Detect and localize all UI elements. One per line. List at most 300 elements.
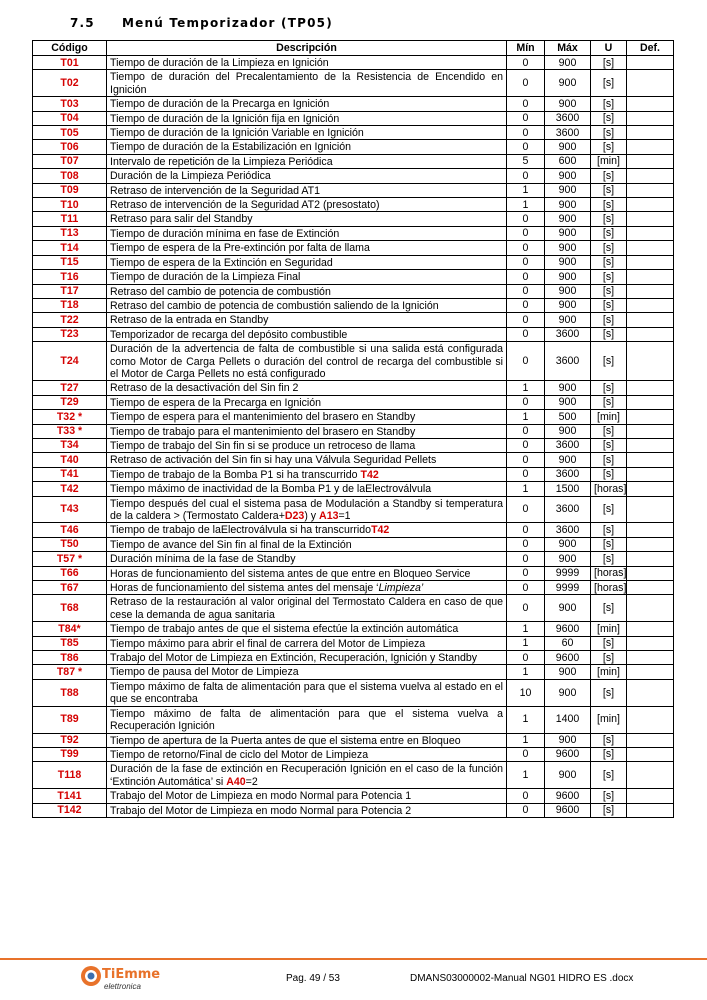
row-default <box>627 762 674 789</box>
parameter-ref: A40 <box>226 775 246 788</box>
document-name: DMANS03000002-Manual NG01 HIDRO ES .docx <box>410 973 634 984</box>
table-row <box>33 313 674 327</box>
row-max: 900 <box>545 381 591 395</box>
row-max: 3600 <box>545 327 591 341</box>
row-description <box>107 747 507 761</box>
row-unit: [s] <box>591 298 627 312</box>
table-row <box>33 284 674 298</box>
row-max: 9600 <box>545 747 591 761</box>
table-row <box>33 665 674 679</box>
row-default <box>627 410 674 424</box>
row-code: T88 <box>33 679 107 706</box>
row-max: 900 <box>545 97 591 111</box>
row-code: T67 <box>33 581 107 595</box>
row-code: T23 <box>33 327 107 341</box>
table-row <box>33 97 674 111</box>
row-unit: [s] <box>591 183 627 197</box>
row-default <box>627 97 674 111</box>
description-text: Retraso de intervención de la Seguridad AT1 <box>110 184 321 197</box>
row-max: 900 <box>545 424 591 438</box>
header-min: Mín <box>507 41 545 56</box>
row-code: T05 <box>33 126 107 140</box>
row-code: T40 <box>33 453 107 467</box>
description-text: Tiempo de duración de la Limpieza en Ignición <box>110 57 329 69</box>
row-default <box>627 126 674 140</box>
row-description <box>107 111 507 125</box>
row-default <box>627 537 674 551</box>
row-min: 0 <box>507 438 545 452</box>
row-default <box>627 679 674 706</box>
row-unit: [s] <box>591 169 627 183</box>
row-max: 900 <box>545 56 591 70</box>
description-text: Tiempo de duración de la Estabilización en Ignición <box>110 141 352 154</box>
table-row <box>33 566 674 580</box>
description-text: Horas de funcionamiento del sistema antes de que entre en Bloqueo Service <box>110 567 471 580</box>
row-default <box>627 56 674 70</box>
row-unit: [s] <box>591 747 627 761</box>
table-body <box>33 56 674 818</box>
row-default <box>627 140 674 154</box>
row-unit: [s] <box>591 651 627 665</box>
table-row <box>33 327 674 341</box>
row-default <box>627 226 674 240</box>
row-min: 0 <box>507 226 545 240</box>
description-text: Tiempo de duración de la Ignición fija en Ignición <box>110 112 340 125</box>
table-row <box>33 523 674 537</box>
row-default <box>627 270 674 284</box>
row-description <box>107 226 507 240</box>
row-unit: [s] <box>591 523 627 537</box>
header-description: Descripción <box>107 41 507 56</box>
description-text: Retraso de la entrada en Standby <box>110 314 269 327</box>
row-min: 0 <box>507 313 545 327</box>
row-code: T68 <box>33 595 107 622</box>
description-text: Duración de la fase de extinción en Recuperación Ignición en el caso de la función ‘Extinción Automática’ si <box>110 763 503 788</box>
row-unit: [s] <box>591 438 627 452</box>
row-unit: [horas] <box>591 566 627 580</box>
row-unit: [s] <box>591 467 627 481</box>
table-row <box>33 438 674 452</box>
table-row <box>33 255 674 269</box>
row-max: 500 <box>545 410 591 424</box>
description-text: Trabajo del Motor de Limpieza en modo Normal para Potencia 2 <box>110 804 412 817</box>
row-min: 0 <box>507 581 545 595</box>
row-description <box>107 482 507 496</box>
row-description <box>107 622 507 636</box>
row-max: 900 <box>545 679 591 706</box>
row-description <box>107 198 507 212</box>
table-row <box>33 270 674 284</box>
row-default <box>627 651 674 665</box>
row-default <box>627 733 674 747</box>
row-min: 0 <box>507 126 545 140</box>
description-text: Tiempo máximo para abrir el final de carrera del Motor de Limpieza <box>110 637 426 650</box>
row-description <box>107 241 507 255</box>
row-code: T86 <box>33 651 107 665</box>
row-default <box>627 111 674 125</box>
row-description <box>107 56 507 70</box>
row-unit: [s] <box>591 313 627 327</box>
row-min: 1 <box>507 762 545 789</box>
row-code: T43 <box>33 496 107 523</box>
description-text: Tiempo de duración mínima en fase de Extinción <box>110 227 340 240</box>
table-row <box>33 298 674 312</box>
row-description <box>107 537 507 551</box>
row-code: T08 <box>33 169 107 183</box>
row-default <box>627 636 674 650</box>
row-description <box>107 595 507 622</box>
description-text: Tiempo de espera de la Precarga en Ignición <box>110 396 322 409</box>
row-unit: [s] <box>591 140 627 154</box>
table-row <box>33 56 674 70</box>
row-code: T99 <box>33 747 107 761</box>
logo-mark-icon <box>80 965 102 987</box>
row-default <box>627 482 674 496</box>
row-max: 900 <box>545 595 591 622</box>
row-unit: [s] <box>591 255 627 269</box>
row-min: 0 <box>507 140 545 154</box>
row-min: 0 <box>507 284 545 298</box>
row-min: 0 <box>507 651 545 665</box>
row-max: 9600 <box>545 803 591 817</box>
row-default <box>627 453 674 467</box>
row-description <box>107 183 507 197</box>
row-max: 900 <box>545 255 591 269</box>
row-unit: [min] <box>591 622 627 636</box>
row-code: T141 <box>33 789 107 803</box>
table-row <box>33 581 674 595</box>
header-default: Def. <box>627 41 674 56</box>
section-title: Menú Temporizador (TP05) <box>122 16 333 30</box>
table-row <box>33 395 674 409</box>
row-unit: [s] <box>591 496 627 523</box>
row-code: T15 <box>33 255 107 269</box>
row-code: T118 <box>33 762 107 789</box>
description-text: Horas de funcionamiento del sistema antes del mensaje ‘ <box>110 582 379 595</box>
row-default <box>627 747 674 761</box>
description-text: Intervalo de repetición de la Limpieza Periódica <box>110 155 333 168</box>
row-min: 1 <box>507 706 545 733</box>
header-max: Máx <box>545 41 591 56</box>
row-default <box>627 595 674 622</box>
row-min: 0 <box>507 97 545 111</box>
row-default <box>627 552 674 566</box>
row-unit: [min] <box>591 706 627 733</box>
table-row <box>33 154 674 168</box>
row-default <box>627 789 674 803</box>
row-max: 9999 <box>545 566 591 580</box>
description-text: Tiempo de trabajo del Sin fin si se produce un retroceso de llama <box>110 439 416 452</box>
row-unit: [s] <box>591 198 627 212</box>
row-code: T29 <box>33 395 107 409</box>
description-text: Tiempo de duración de la Ignición Variable en Ignición <box>110 127 364 140</box>
row-code: T22 <box>33 313 107 327</box>
description-text: Temporizador de recarga del depósito combustible <box>110 328 348 341</box>
row-code: T09 <box>33 183 107 197</box>
timer-table <box>32 40 674 818</box>
table-row <box>33 381 674 395</box>
row-default <box>627 467 674 481</box>
row-max: 900 <box>545 70 591 97</box>
description-text: Tiempo de trabajo antes de que el sistema efectúe la extinción automática <box>110 623 459 636</box>
row-unit: [s] <box>591 679 627 706</box>
row-default <box>627 523 674 537</box>
row-default <box>627 665 674 679</box>
row-max: 3600 <box>545 126 591 140</box>
row-unit: [s] <box>591 270 627 284</box>
row-code: T07 <box>33 154 107 168</box>
table-row <box>33 198 674 212</box>
page-number: Pag. 49 / 53 <box>286 973 340 984</box>
row-description <box>107 733 507 747</box>
table-row <box>33 126 674 140</box>
row-code: T32 * <box>33 410 107 424</box>
table-row <box>33 679 674 706</box>
parameter-ref: D23 <box>284 510 305 522</box>
row-unit: [s] <box>591 284 627 298</box>
row-min: 0 <box>507 424 545 438</box>
table-row <box>33 651 674 665</box>
row-code: T14 <box>33 241 107 255</box>
table-row <box>33 241 674 255</box>
row-max: 900 <box>545 169 591 183</box>
row-max: 900 <box>545 226 591 240</box>
row-description <box>107 140 507 154</box>
row-code: T57 * <box>33 552 107 566</box>
description-text: Tiempo de retorno/Final de ciclo del Motor de Limpieza <box>110 748 369 761</box>
description-text: Trabajo del Motor de Limpieza en Extinción, Recuperación, Ignición y Standby <box>110 652 478 665</box>
row-min: 0 <box>507 523 545 537</box>
row-description <box>107 762 507 789</box>
header-unit: U <box>591 41 627 56</box>
row-code: T42 <box>33 482 107 496</box>
row-unit: [min] <box>591 665 627 679</box>
table-row <box>33 789 674 803</box>
row-min: 0 <box>507 255 545 269</box>
row-unit: [s] <box>591 636 627 650</box>
row-default <box>627 70 674 97</box>
row-unit: [s] <box>591 789 627 803</box>
section-heading <box>70 16 333 30</box>
row-description <box>107 438 507 452</box>
row-default <box>627 298 674 312</box>
row-description <box>107 169 507 183</box>
row-min: 0 <box>507 789 545 803</box>
row-max: 1500 <box>545 482 591 496</box>
table-row <box>33 212 674 226</box>
row-code: T18 <box>33 298 107 312</box>
row-min: 0 <box>507 70 545 97</box>
row-description <box>107 665 507 679</box>
row-unit: [s] <box>591 762 627 789</box>
row-description <box>107 126 507 140</box>
row-max: 3600 <box>545 438 591 452</box>
row-description <box>107 803 507 817</box>
row-min: 0 <box>507 566 545 580</box>
row-code: T03 <box>33 97 107 111</box>
table-header-row <box>33 41 674 56</box>
description-text: =2 <box>245 775 258 788</box>
description-text: Tiempo de espera de la Extinción en Seguridad <box>110 256 333 269</box>
row-default <box>627 154 674 168</box>
row-default <box>627 212 674 226</box>
row-code: T89 <box>33 706 107 733</box>
row-description <box>107 270 507 284</box>
row-unit: [s] <box>591 424 627 438</box>
row-default <box>627 438 674 452</box>
row-code: T87 * <box>33 665 107 679</box>
row-unit: [s] <box>591 56 627 70</box>
row-code: T33 * <box>33 424 107 438</box>
row-unit: [s] <box>591 226 627 240</box>
row-description <box>107 789 507 803</box>
table-row <box>33 140 674 154</box>
row-min: 0 <box>507 169 545 183</box>
row-min: 0 <box>507 241 545 255</box>
row-min: 1 <box>507 665 545 679</box>
description-text: Tiempo de duración de la Precarga en Ignición <box>110 98 330 111</box>
company-logo <box>80 964 180 994</box>
row-min: 1 <box>507 733 545 747</box>
row-max: 900 <box>545 212 591 226</box>
row-max: 900 <box>545 241 591 255</box>
row-code: T92 <box>33 733 107 747</box>
row-description <box>107 424 507 438</box>
table-row <box>33 733 674 747</box>
row-max: 3600 <box>545 523 591 537</box>
row-min: 0 <box>507 747 545 761</box>
row-code: T34 <box>33 438 107 452</box>
row-min: 0 <box>507 595 545 622</box>
description-text: Retraso de intervención de la Seguridad AT2 (presostato) <box>110 199 380 212</box>
row-max: 900 <box>545 395 591 409</box>
row-default <box>627 313 674 327</box>
parameter-ref: A13 <box>319 510 339 522</box>
row-default <box>627 395 674 409</box>
description-text: Trabajo del Motor de Limpieza en modo Normal para Potencia 1 <box>110 790 412 803</box>
row-code: T06 <box>33 140 107 154</box>
row-min: 0 <box>507 537 545 551</box>
row-code: T01 <box>33 56 107 70</box>
section-number: 7.5 <box>70 16 95 30</box>
description-text: Retraso para salir del Standby <box>110 213 253 226</box>
description-text: Tiempo máximo de falta de alimentación para que el sistema vuelva al estado en el que se encontraba <box>110 680 503 706</box>
row-unit: [s] <box>591 327 627 341</box>
row-min: 1 <box>507 410 545 424</box>
row-default <box>627 342 674 381</box>
row-description <box>107 496 507 523</box>
row-code: T16 <box>33 270 107 284</box>
row-max: 3600 <box>545 496 591 523</box>
row-min: 0 <box>507 270 545 284</box>
description-text: Tiempo de apertura de la Puerta antes de que el sistema entre en Bloqueo <box>110 734 461 747</box>
row-description <box>107 212 507 226</box>
description-text: Retraso de la desactivación del Sin fin 2 <box>110 382 299 395</box>
row-min: 1 <box>507 198 545 212</box>
description-text: Retraso del cambio de potencia de combustión saliendo de la Ignición <box>110 299 439 312</box>
description-text: Tiempo después del cual el sistema pasa de Modulación a Standby si temperatura de la caldera > (Termostato Caldera+ <box>110 497 503 522</box>
row-min: 1 <box>507 622 545 636</box>
row-default <box>627 284 674 298</box>
row-unit: [s] <box>591 111 627 125</box>
description-text: Retraso de la restauración al valor original del Termostato Caldera en caso de que cese la demanda de agua sanitaria <box>110 596 503 621</box>
row-description <box>107 453 507 467</box>
description-text: Duración de la Limpieza Periódica <box>110 170 271 183</box>
row-description <box>107 381 507 395</box>
description-text: Tiempo de trabajo para el mantenimiento del brasero en Standby <box>110 425 416 438</box>
row-description <box>107 523 507 537</box>
row-description <box>107 327 507 341</box>
row-description <box>107 706 507 733</box>
row-default <box>627 255 674 269</box>
row-max: 900 <box>545 298 591 312</box>
row-description <box>107 298 507 312</box>
row-unit: [s] <box>591 595 627 622</box>
row-max: 1400 <box>545 706 591 733</box>
table-row <box>33 424 674 438</box>
row-unit: [s] <box>591 212 627 226</box>
row-max: 900 <box>545 762 591 789</box>
row-default <box>627 327 674 341</box>
row-code: T10 <box>33 198 107 212</box>
table-row <box>33 706 674 733</box>
row-min: 0 <box>507 56 545 70</box>
row-max: 900 <box>545 537 591 551</box>
row-max: 900 <box>545 270 591 284</box>
row-description <box>107 566 507 580</box>
table-row <box>33 70 674 97</box>
row-unit: [s] <box>591 342 627 381</box>
row-description <box>107 97 507 111</box>
header-code: Código <box>33 41 107 56</box>
row-unit: [horas] <box>591 482 627 496</box>
row-unit: [s] <box>591 803 627 817</box>
row-min: 0 <box>507 803 545 817</box>
table-row <box>33 636 674 650</box>
row-code: T24 <box>33 342 107 381</box>
row-code: T13 <box>33 226 107 240</box>
description-text: ) y <box>304 510 320 522</box>
row-code: T41 <box>33 467 107 481</box>
row-max: 600 <box>545 154 591 168</box>
table-row <box>33 410 674 424</box>
row-default <box>627 424 674 438</box>
row-unit: [horas] <box>591 581 627 595</box>
row-unit: [s] <box>591 552 627 566</box>
row-unit: [s] <box>591 733 627 747</box>
row-default <box>627 803 674 817</box>
description-text: Tiempo de duración del Precalentamiento de la Resistencia de Encendido en Ignición <box>110 71 503 96</box>
row-min: 0 <box>507 298 545 312</box>
row-description <box>107 552 507 566</box>
description-text: Tiempo máximo de falta de alimentación para que el sistema vuelva a Recuperación Ignición <box>110 707 503 733</box>
table-row <box>33 537 674 551</box>
row-min: 0 <box>507 453 545 467</box>
table-row <box>33 496 674 523</box>
row-max: 9600 <box>545 789 591 803</box>
row-max: 900 <box>545 313 591 327</box>
table-row <box>33 467 674 481</box>
row-max: 900 <box>545 284 591 298</box>
row-description <box>107 284 507 298</box>
row-default <box>627 183 674 197</box>
footer-divider <box>0 958 707 960</box>
row-min: 5 <box>507 154 545 168</box>
row-max: 9600 <box>545 622 591 636</box>
row-min: 0 <box>507 327 545 341</box>
row-code: T85 <box>33 636 107 650</box>
row-unit: [s] <box>591 381 627 395</box>
